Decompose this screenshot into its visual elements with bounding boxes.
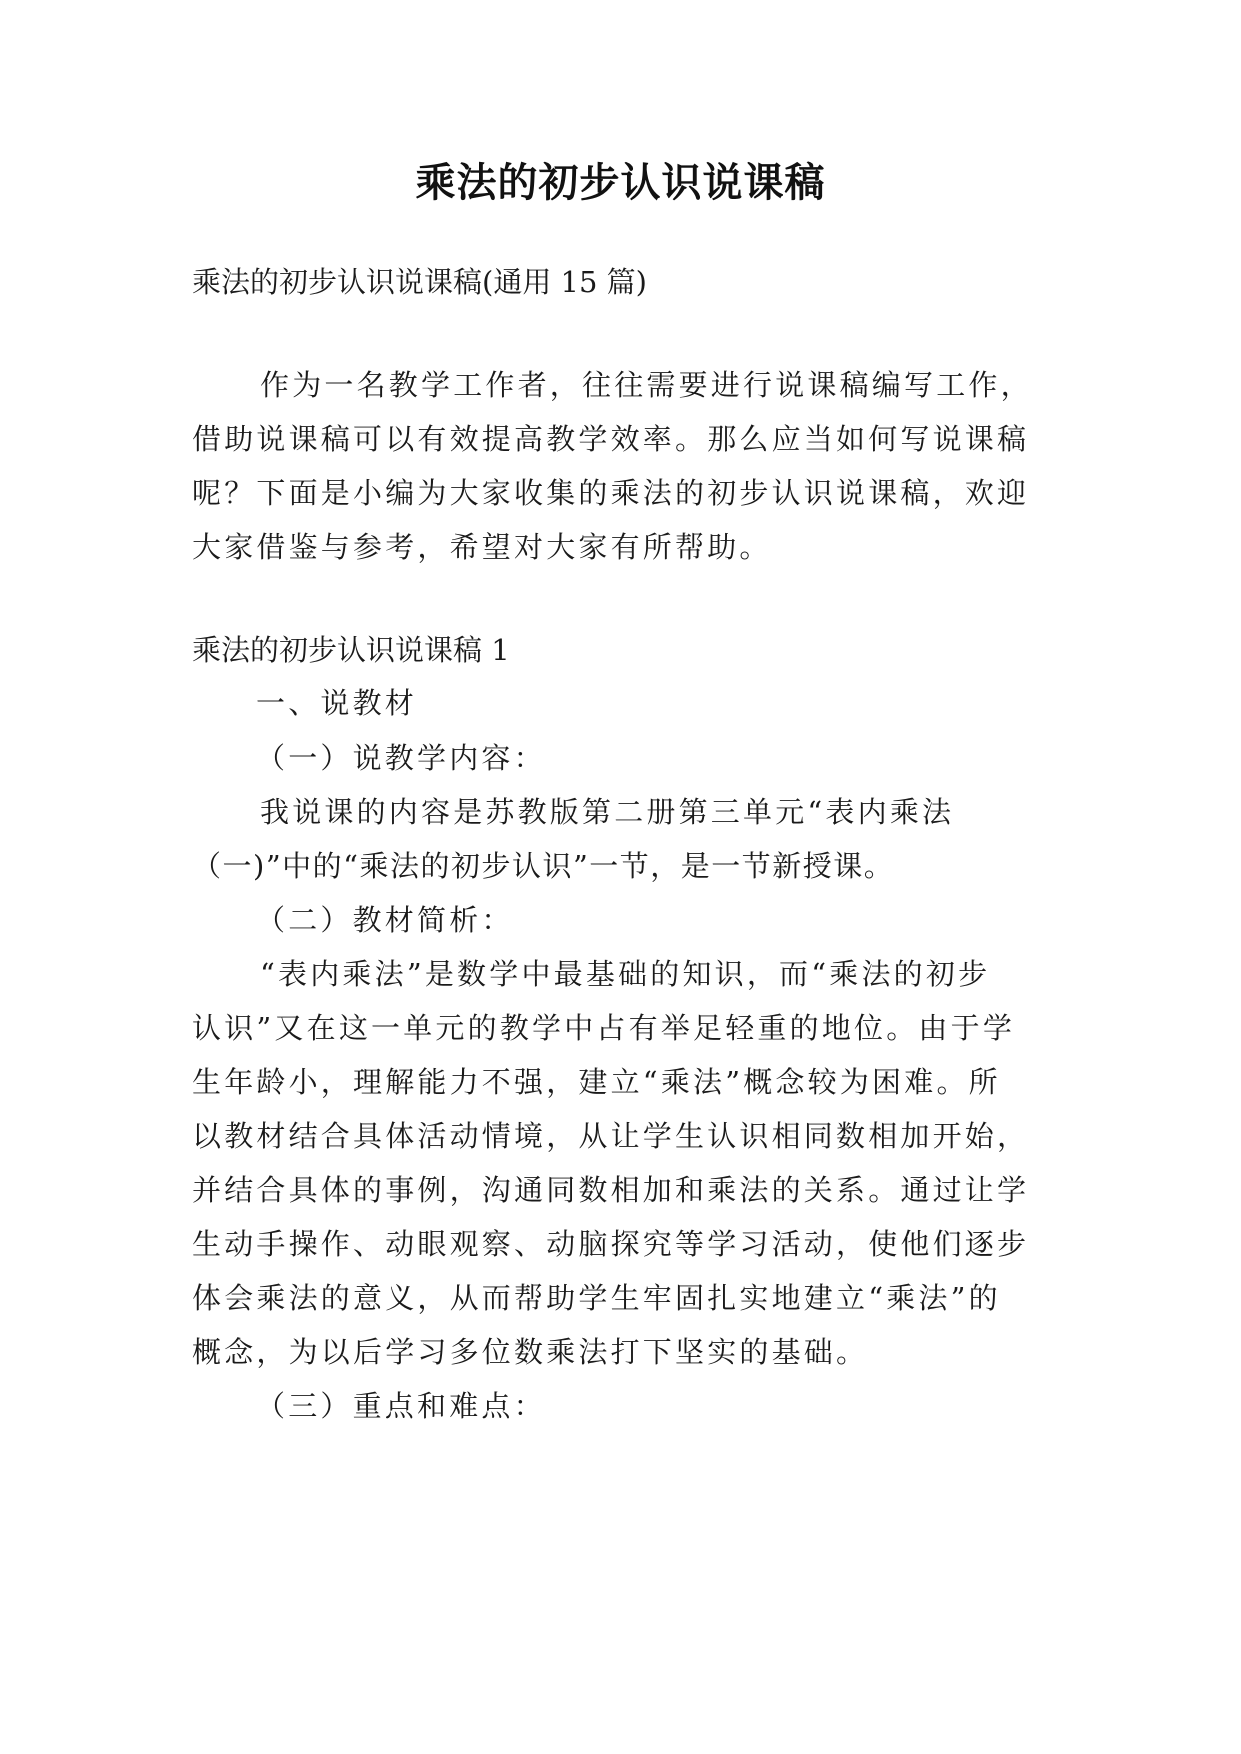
section-title: 乘法的初步认识说课稿 1 <box>192 633 510 667</box>
content-line: 我说课的内容是苏教版第二册第三单元“表内乘法 <box>260 795 955 829</box>
analysis-line: 概念，为以后学习多位数乘法打下坚实的基础。 <box>192 1335 869 1369</box>
analysis-line: 并结合具体的事例，沟通同数相加和乘法的关系。通过让学 <box>192 1173 1030 1207</box>
intro-line: 作为一名教学工作者，往往需要进行说课稿编写工作， <box>260 368 1033 402</box>
document-subtitle: 乘法的初步认识说课稿(通用 15 篇) <box>192 265 647 299</box>
intro-line: 呢？下面是小编为大家收集的乘法的初步认识说课稿，欢迎 <box>192 476 1030 510</box>
analysis-line: 生年龄小，理解能力不强，建立“乘法”概念较为困难。所 <box>192 1065 1001 1099</box>
intro-line: 大家借鉴与参考，希望对大家有所帮助。 <box>192 530 772 564</box>
document-title: 乘法的初步认识说课稿 <box>415 160 826 206</box>
heading-key-points: （三）重点和难点： <box>256 1389 546 1423</box>
analysis-line: 体会乘法的意义，从而帮助学生牢固扎实地建立“乘法”的 <box>192 1281 1001 1315</box>
analysis-line: 生动手操作、动眼观察、动脑探究等学习活动，使他们逐步 <box>192 1227 1030 1261</box>
intro-line: 借助说课稿可以有效提高教学效率。那么应当如何写说课稿 <box>192 422 1030 456</box>
heading-teaching-content: （一）说教学内容： <box>256 741 546 775</box>
heading-material-analysis: （二）教材简析： <box>256 903 514 937</box>
analysis-line: 认识”又在这一单元的教学中占有举足轻重的地位。由于学 <box>192 1011 1016 1045</box>
content-line: （一)”中的“乘法的初步认识”一节，是一节新授课。 <box>192 849 895 883</box>
heading-teaching-material: 一、说教材 <box>256 686 418 720</box>
analysis-line: 以教材结合具体活动情境，从让学生认识相同数相加开始， <box>192 1119 1030 1153</box>
analysis-line: “表内乘法”是数学中最基础的知识，而“乘法的初步 <box>260 957 991 991</box>
